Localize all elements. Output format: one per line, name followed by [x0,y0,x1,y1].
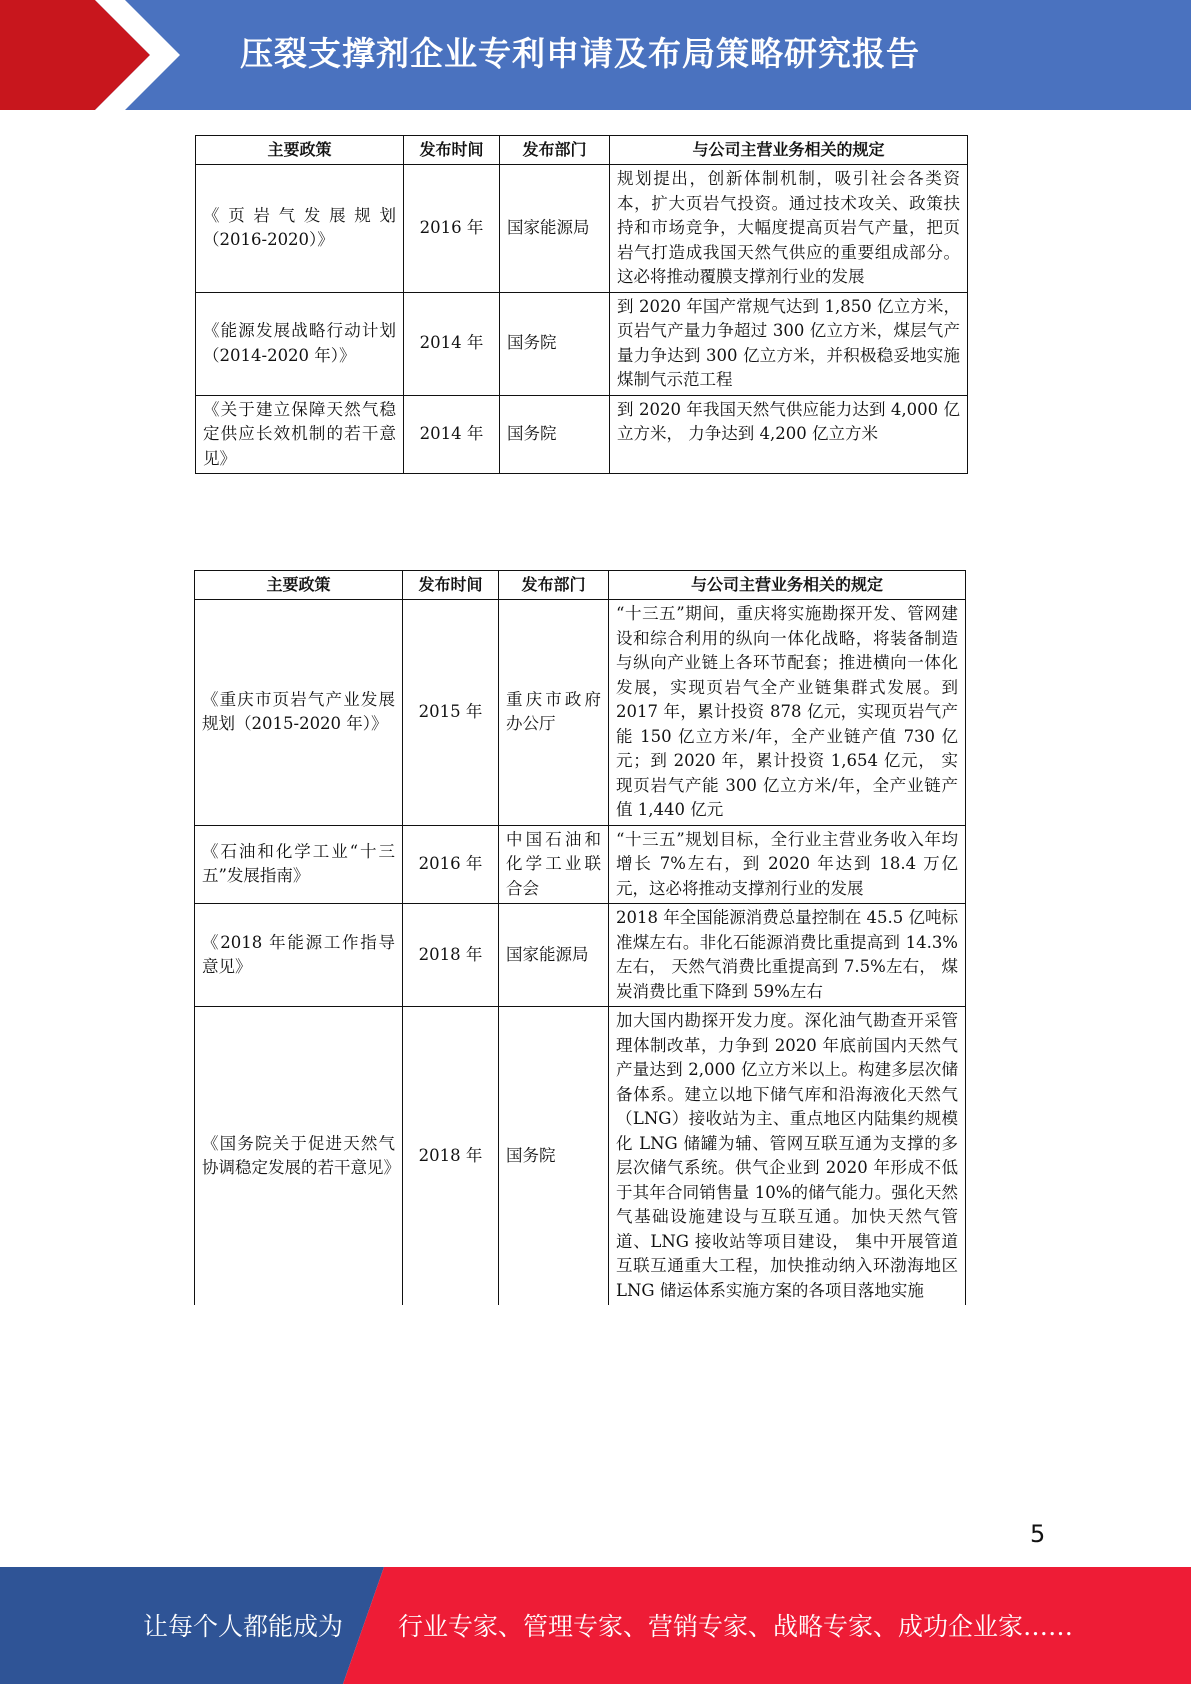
publish-time: 2014 年 [404,395,500,474]
table-row [196,292,968,395]
column-header-policy: 主要政策 [195,571,403,600]
policy-name: 《2018 年能源工作指导意见》 [195,904,403,1007]
footer-slogan-right: 行业专家、管理专家、营销专家、战略专家、成功企业家…… [398,1612,1074,1641]
publish-dept: 国务院 [500,395,610,474]
policy-table-1 [195,135,968,474]
policy-detail: “十三五”期间，重庆将实施勘探开发、管网建设和综合利用的纵向一体化战略，将装备制造与纵向产业链上各环节配套；推进横向一体化发展，实现页岩气全产业链集群式发展。到 2017 年，累计投资 878 亿元，实现页岩气产能 150 亿立方米/年，全产业链产值 730 亿元；到 2020 年，累计投资 1,654 亿元， 实现页岩气产能 300 亿立方米/年，全产业链产值 1,440 亿元 [609,600,966,826]
publish-dept: 国家能源局 [499,904,609,1007]
publish-dept: 中国石油和化学工业联合会 [499,825,609,904]
table-row [195,600,966,826]
policy-name: 《重庆市页岩气产业发展规划（2015-2020 年）》 [195,600,403,826]
policy-detail: “十三五”规划目标，全行业主营业务收入年均增长 7%左右，到 2020 年达到 18.4 万亿元，这必将推动支撑剂行业的发展 [609,825,966,904]
policy-detail: 规划提出，创新体制机制，吸引社会各类资本，扩大页岩气投资。通过技术攻关、政策扶持和市场竞争，大幅度提高页岩气产量，把页岩气打造成我国天然气供应的重要组成部分。这必将推动覆膜支撑剂行业的发展 [610,165,968,293]
table-row [195,825,966,904]
table-header-row [195,571,966,600]
policy-name: 《关于建立保障天然气稳定供应长效机制的若干意见》 [196,395,404,474]
column-header-policy: 主要政策 [196,136,404,165]
policy-name: 《国务院关于促进天然气协调稳定发展的若干意见》 [195,1007,403,1306]
page-header [0,0,1191,110]
table-header-row [196,136,968,165]
publish-dept: 国务院 [499,1007,609,1306]
publish-time: 2014 年 [404,292,500,395]
footer-slogan-left: 让每个人都能成为 [143,1612,344,1641]
page-footer [0,1567,1191,1684]
page-number: 5 [1030,1520,1046,1548]
policy-detail: 加大国内勘探开发力度。深化油气勘查开采管理体制改革，力争到 2020 年底前国内天然气产量达到 2,000 亿立方米以上。构建多层次储备体系。建立以地下储气库和沿海液化天然气（LNG）接收站为主、重点地区内陆集约规模化 LNG 储罐为辅、管网互联互通为支撑的多层次储气系统。供气企业到 2020 年形成不低于其年合同销售量 10%的储气能力。强化天然气基础设施建设与互联互通。加快天然气管道、LNG 接收站等项目建设， 集中开展管道互联互通重大工程，加快推动纳入环渤海地区 LNG 储运体系实施方案的各项目落地实施 [609,1007,966,1306]
publish-dept: 重庆市政府办公厅 [499,600,609,826]
policy-name: 《页岩气发展规划（2016-2020）》 [196,165,404,293]
publish-dept: 国家能源局 [500,165,610,293]
table-row [195,1007,966,1306]
publish-time: 2018 年 [403,904,499,1007]
column-header-detail: 与公司主营业务相关的规定 [609,571,966,600]
policy-name: 《能源发展战略行动计划（2014-2020 年）》 [196,292,404,395]
policy-detail: 到 2020 年国产常规气达到 1,850 亿立方米，页岩气产量力争超过 300 亿立方米，煤层气产量力争达到 300 亿立方米，并积极稳妥地实施煤制气示范工程 [610,292,968,395]
report-title: 压裂支撑剂企业专利申请及布局策略研究报告 [240,34,920,73]
column-header-dept: 发布部门 [500,136,610,165]
table-row [196,395,968,474]
column-header-time: 发布时间 [403,571,499,600]
table-row [196,165,968,293]
policy-detail: 2018 年全国能源消费总量控制在 45.5 亿吨标准煤左右。非化石能源消费比重提高到 14.3%左右， 天然气消费比重提高到 7.5%左右， 煤炭消费比重下降到 59%左右 [609,904,966,1007]
table-row [195,904,966,1007]
publish-time: 2016 年 [403,825,499,904]
publish-dept: 国务院 [500,292,610,395]
policy-name: 《石油和化学工业“十三五”发展指南》 [195,825,403,904]
publish-time: 2015 年 [403,600,499,826]
policy-table-2 [194,570,966,1305]
column-header-time: 发布时间 [404,136,500,165]
publish-time: 2018 年 [403,1007,499,1306]
publish-time: 2016 年 [404,165,500,293]
column-header-detail: 与公司主营业务相关的规定 [610,136,968,165]
policy-detail: 到 2020 年我国天然气供应能力达到 4,000 亿立方米， 力争达到 4,200 亿立方米 [610,395,968,474]
column-header-dept: 发布部门 [499,571,609,600]
